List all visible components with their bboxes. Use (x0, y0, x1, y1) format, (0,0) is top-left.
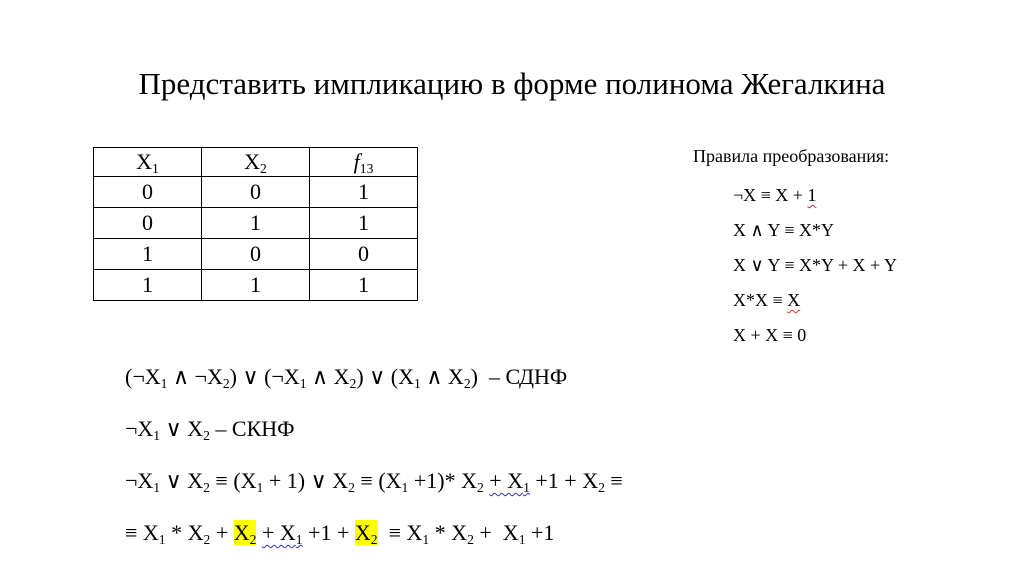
formula-sknf: $\neg X_1$ ∨ $X_2$ – СКНФ (125, 416, 295, 443)
header-f13: $f_{13}$ (310, 148, 418, 177)
table-cell: 1 (310, 177, 418, 208)
rules-list (733, 184, 897, 359)
table-cell: 1 (202, 270, 310, 301)
table-cell: 1 (94, 239, 202, 270)
rules-heading: Правила преобразования: (693, 146, 890, 166)
slide-title: Представить импликацию в форме полинома Жегалкина (138, 66, 886, 101)
header-x1: $X_1$ (94, 148, 202, 177)
formula-step1: $\neg X_1$ ∨ $X_2 \equiv (X_1 + 1)$ ∨ $X_2 \equiv (X_1 +1)*$ $X_2 + X_1 +1 + X_2$ ≡ (125, 468, 623, 495)
table-header-row (94, 148, 418, 177)
table-row (94, 239, 418, 270)
table-cell: 0 (202, 177, 310, 208)
rule-conjunction: X ∧ Y ≡ X*Y (733, 220, 834, 240)
table-cell: 0 (94, 177, 202, 208)
table-row (94, 177, 418, 208)
rule-idempotence: X*X ≡ X (733, 290, 801, 310)
table-cell: 0 (202, 239, 310, 270)
header-x2: $X_2$ (202, 148, 310, 177)
rule-negation: ¬X ≡ X + 1 (733, 185, 817, 205)
truth-table (93, 147, 418, 301)
formulas (125, 362, 623, 570)
table-cell: 1 (310, 270, 418, 301)
table-cell: 0 (310, 239, 418, 270)
table-cell: 1 (202, 208, 310, 239)
formula-sdnf: ($\neg X_1$ ∧ $\neg X_2$) ∨ ($\neg X_1$ ∧ $X_2$) ∨ ($X_1$ ∧ $X_2$) – СДНФ (125, 364, 568, 391)
table-row (94, 208, 418, 239)
table-row (94, 270, 418, 301)
table-cell: 1 (94, 270, 202, 301)
formula-step2: ≡ $X_1 * X_2 + X_2 + X_1 +1 + X_2 \equiv X_1 * X_2 + X_1 +1$ (125, 520, 555, 547)
rule-disjunction: X ∨ Y ≡ X*Y + X + Y (733, 255, 897, 275)
highlight-x2: $X_2$ (233, 520, 257, 547)
table-cell: 0 (94, 208, 202, 239)
table-cell: 1 (310, 208, 418, 239)
highlight-x2: $X_2$ (354, 520, 378, 547)
rule-xor-self: X + X ≡ 0 (733, 325, 807, 345)
